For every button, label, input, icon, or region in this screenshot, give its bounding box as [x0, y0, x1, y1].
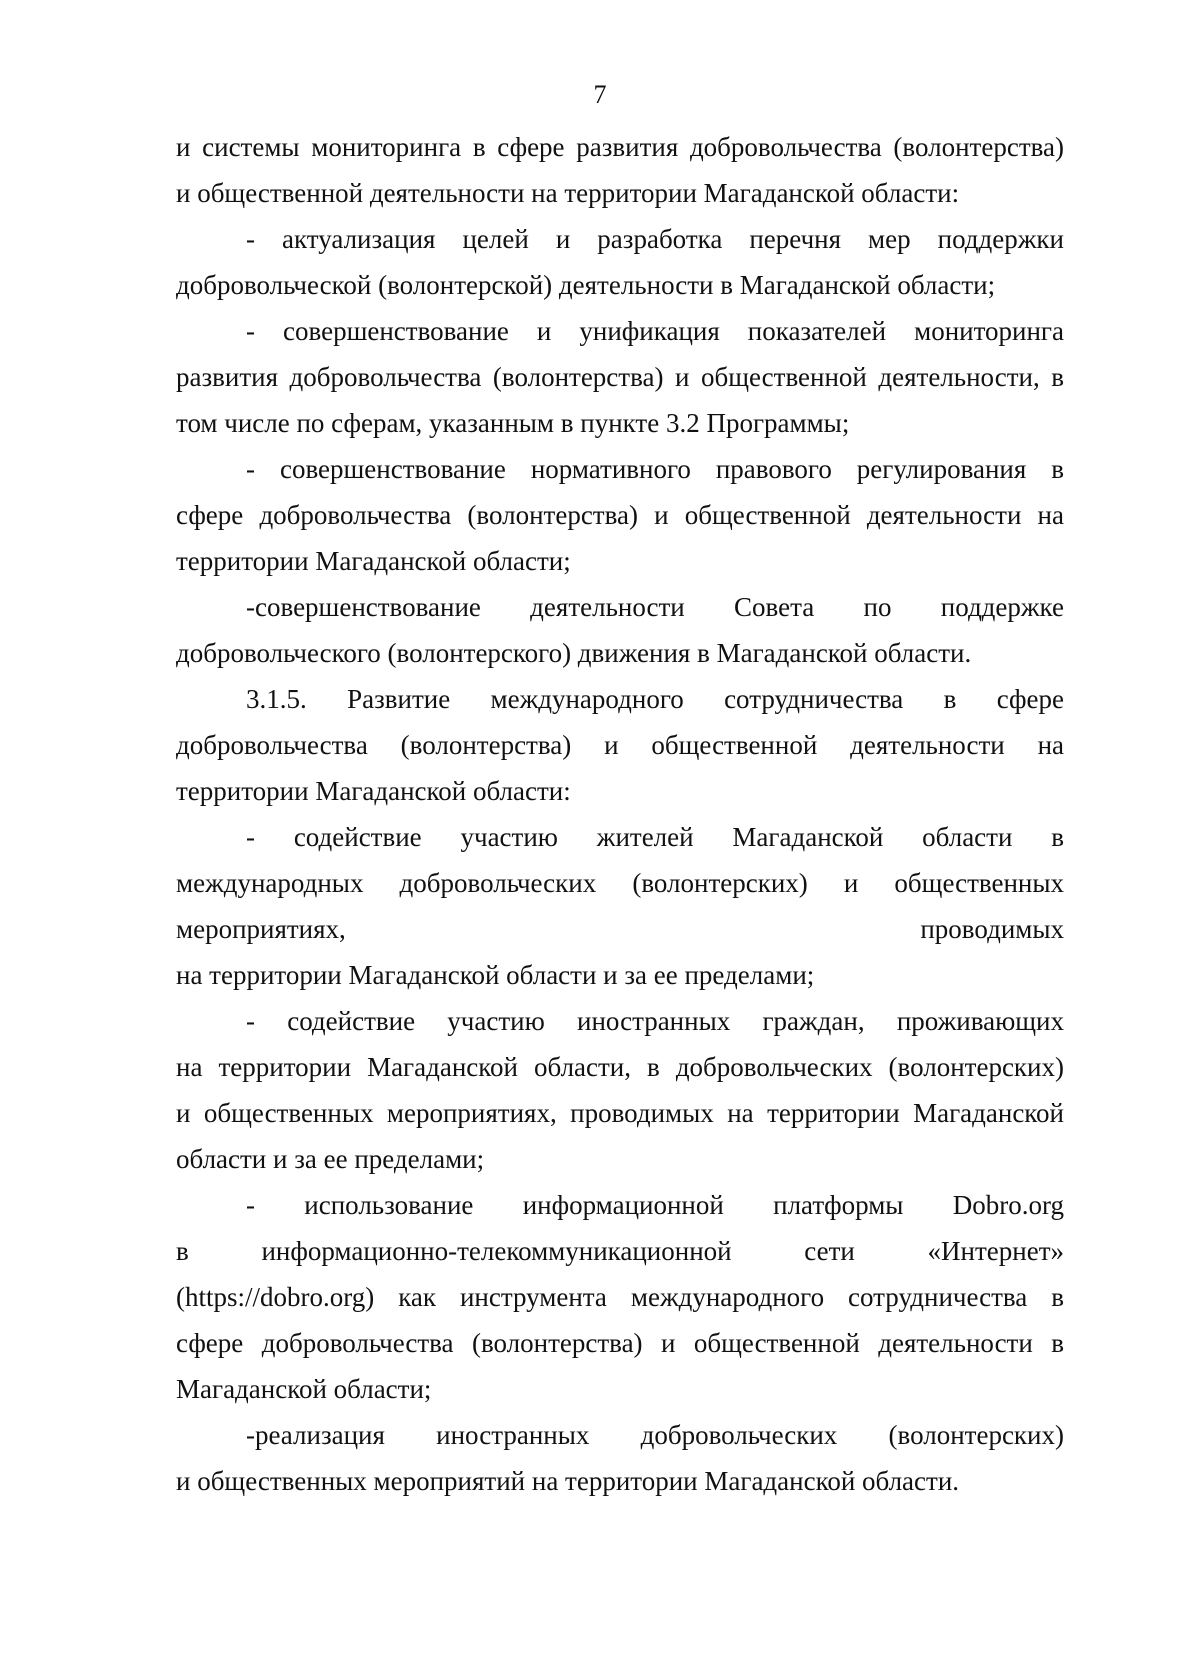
list-item-line: - использование информационной платформы Dobro.org	[246, 1190, 1064, 1220]
text-line: международных добровольческих (волонтерских) и общественных	[176, 868, 1064, 898]
list-item-line: -совершенствование деятельности Совета по поддержке	[246, 592, 1064, 622]
list-item-line: - содействие участию жителей Магаданской области в	[246, 822, 1064, 852]
list-item-line: - совершенствование нормативного правового регулирования в	[246, 454, 1064, 484]
text-line: в информационно-телекоммуникационной сети «Интернет»	[176, 1236, 1064, 1266]
text-line: территории Магаданской области:	[176, 776, 571, 806]
text-line: и общественных мероприятиях, проводимых на территории Магаданской	[176, 1098, 1064, 1128]
list-item-line: - актуализация целей и разработка перечня мер поддержки	[246, 224, 1064, 254]
text-line: на территории Магаданской области и за ее пределами;	[176, 960, 815, 990]
list-item-line: - содействие участию иностранных граждан, проживающих	[246, 1006, 1064, 1036]
text-line: сфере добровольчества (волонтерства) и общественной деятельности в	[176, 1328, 1064, 1358]
text-line: добровольчества (волонтерства) и общественной деятельности на	[176, 730, 1064, 760]
list-item-line: - совершенствование и унификация показателей мониторинга	[246, 316, 1064, 346]
text-line: мероприятиях, проводимых	[176, 914, 1064, 944]
text-line: на территории Магаданской области, в добровольческих (волонтерских)	[176, 1052, 1064, 1082]
text-line: территории Магаданской области;	[176, 546, 571, 576]
text-line: добровольческой (волонтерской) деятельности в Магаданской области;	[176, 270, 996, 300]
text-line: том числе по сферам, указанным в пункте 3.2 Программы;	[176, 408, 850, 438]
text-line: Магаданской области;	[176, 1374, 432, 1404]
text-line: области и за ее пределами;	[176, 1144, 485, 1174]
page-number: 7	[593, 80, 607, 109]
text-line: и общественной деятельности на территории Магаданской области:	[176, 178, 960, 208]
text-line: (https://dobro.org) как инструмента международного сотрудничества в	[176, 1282, 1064, 1312]
text-line: развития добровольчества (волонтерства) и общественной деятельности, в	[176, 362, 1064, 392]
text-line: добровольческого (волонтерского) движения в Магаданской области.	[176, 638, 972, 668]
section-heading-line: 3.1.5. Развитие международного сотрудничества в сфере	[246, 684, 1064, 714]
text-line: сфере добровольчества (волонтерства) и общественной деятельности на	[176, 500, 1064, 530]
text-line: и общественных мероприятий на территории Магаданской области.	[176, 1466, 960, 1496]
list-item-line: -реализация иностранных добровольческих (волонтерских)	[246, 1420, 1064, 1450]
text-line: и системы мониторинга в сфере развития добровольчества (волонтерства)	[176, 132, 1064, 162]
